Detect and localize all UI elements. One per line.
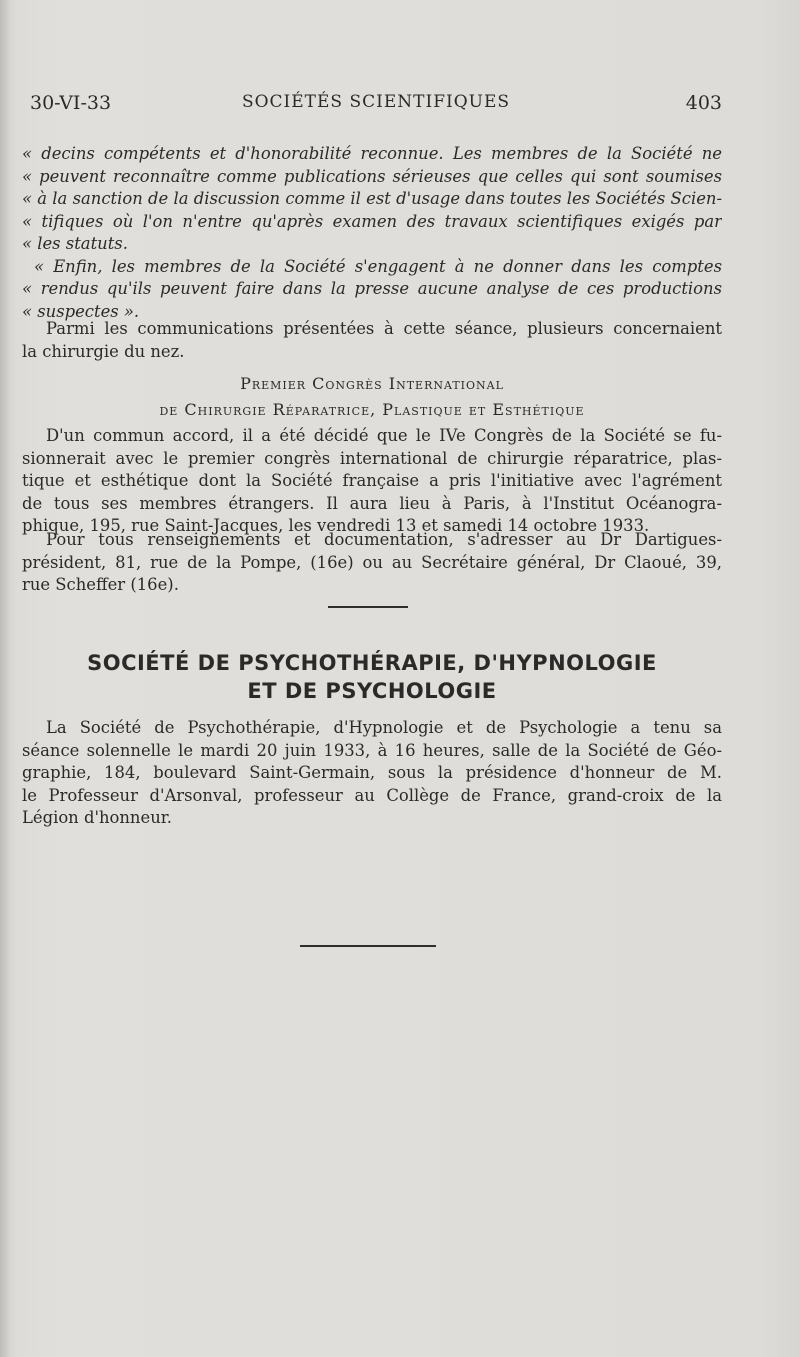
paragraph-line: Légion d'honneur.: [22, 808, 172, 827]
paragraph-line: phique, 195, rue Saint-Jacques, les vendredi 13 et samedi 14 octobre 1933.: [22, 516, 650, 535]
congress-heading-line1: Premier Congrès International: [240, 374, 504, 393]
running-head: [30, 92, 722, 120]
paragraph-line: D'un commun accord, il a été décidé que le IVe Congrès de la Société se fu-: [46, 426, 722, 445]
paragraph-line: de tous ses membres étrangers. Il aura lieu à Paris, à l'Institut Océanogra-: [22, 493, 722, 513]
paragraph-line: le Professeur d'Arsonval, professeur au Collège de France, grand-croix de la: [22, 785, 722, 805]
paragraph-line: rue Scheffer (16e).: [22, 575, 179, 594]
page-spine-shadow: [0, 0, 10, 1357]
society-title-line1: SOCIÉTÉ DE PSYCHOTHÉRAPIE, D'HYPNOLOGIE: [87, 651, 657, 675]
quote-line: « à la sanction de la discussion comme il est d'usage dans toutes les Sociétés Scien-: [22, 189, 722, 208]
paragraph-line: graphie, 184, boulevard Saint-Germain, sous la présidence d'honneur de M.: [22, 763, 722, 782]
paragraph-line: séance solennelle le mardi 20 juin 1933, à 16 heures, salle de la Société de Géo-: [22, 740, 722, 760]
running-head-date: 30-VI-33: [30, 92, 112, 114]
info-paragraph: [22, 529, 722, 597]
running-head-title: SOCIÉTÉS SCIENTIFIQUES: [241, 92, 511, 112]
quote-line: « Enfin, les membres de la Société s'engagent à ne donner dans les comptes: [34, 256, 722, 276]
quote-line: « rendus qu'ils peuvent faire dans la presse aucune analyse de ces productions: [22, 279, 722, 298]
congress-paragraph: [22, 425, 722, 538]
paragraph-line: Parmi les communications présentées à cette séance, plusieurs concernaient: [46, 319, 722, 338]
congress-heading-line2: de Chirurgie Réparatrice, Plastique et Esthétique: [159, 400, 585, 419]
quote-line: « peuvent reconnaître comme publications sérieuses que celles qui sont soumises: [22, 166, 722, 186]
society-title-line2: ET DE PSYCHOLOGIE: [247, 679, 497, 703]
paragraph-line: La Société de Psychothérapie, d'Hypnologie et de Psychologie a tenu sa: [46, 718, 722, 737]
quoted-statutes: [22, 143, 722, 323]
quote-line: « decins compétents et d'honorabilité reconnue. Les membres de la Société ne: [22, 144, 722, 163]
end-divider: [300, 945, 436, 947]
paragraph-line: Pour tous renseignements et documentation, s'adresser au Dr Dartigues-: [46, 530, 722, 549]
quote-line: « suspectes ».: [22, 301, 140, 321]
intro-paragraph: [22, 318, 722, 363]
paragraph-line: la chirurgie du nez.: [22, 341, 185, 361]
paragraph-line: sionnerait avec le premier congrès international de chirurgie réparatrice, plas-: [22, 448, 722, 468]
section-divider: [328, 606, 408, 608]
society-paragraph: [22, 717, 722, 830]
quote-line: « les statuts.: [22, 234, 128, 253]
page-number: 403: [685, 92, 722, 114]
paragraph-line: président, 81, rue de la Pompe, (16e) ou au Secrétaire général, Dr Claoué, 39,: [22, 552, 722, 572]
paragraph-line: tique et esthétique dont la Société française a pris l'initiative avec l'agrément: [22, 471, 722, 490]
quote-line: « tifiques où l'on n'entre qu'après examen des travaux scientifiques exigés par: [22, 211, 722, 231]
